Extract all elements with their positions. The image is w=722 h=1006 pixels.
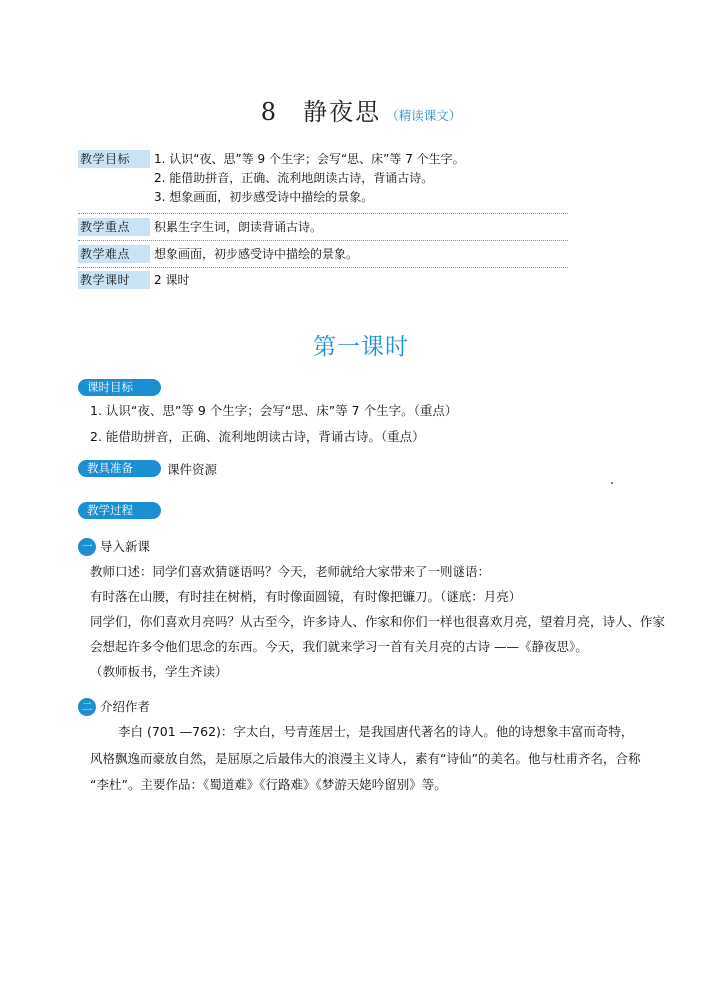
info-hours-text: 2 课时 xyxy=(154,273,190,287)
decorative-dot xyxy=(611,482,613,484)
info-label-goals: 教学目标 xyxy=(78,150,150,168)
info-label-hours: 教学课时 xyxy=(78,271,150,289)
session-goals-pill: 课时目标 xyxy=(78,379,161,396)
divider xyxy=(78,213,568,214)
section-number-badge: 二 xyxy=(78,698,96,716)
paragraph-line: 李白 (701 —762)：字太白，号青莲居士，是我国唐代著名的诗人。他的诗想象丰富而奇特， xyxy=(118,724,634,739)
section-title: 导入新课 xyxy=(100,539,151,554)
info-label-key-points: 教学重点 xyxy=(78,218,150,236)
session-goal-line: 1. 认识“夜、思”等 9 个生字；会写“思、床”等 7 个生字。（重点） xyxy=(90,403,458,418)
prep-text: 课件资源 xyxy=(167,462,218,477)
section-number-badge: 一 xyxy=(78,538,96,556)
info-goal-line: 1. 认识“夜、思”等 9 个生字；会写“思、床”等 7 个生字。 xyxy=(154,152,465,166)
paragraph-line: 有时落在山腰，有时挂在树梢，有时像面圆镜，有时像把镰刀。（谜底：月亮） xyxy=(90,589,522,604)
session-goal-line: 2. 能借助拼音，正确、流利地朗读古诗，背诵古诗。（重点） xyxy=(90,429,425,444)
section-title: 介绍作者 xyxy=(100,699,151,714)
process-pill: 教学过程 xyxy=(78,502,161,519)
paragraph-line: （教师板书，学生齐读） xyxy=(90,664,228,679)
paragraph-line: 会想起许多令他们思念的东西。今天，我们就来学习一首有关月亮的古诗 ——《静夜思》。 xyxy=(90,639,588,654)
info-difficulties xyxy=(78,245,568,265)
info-goals-lines xyxy=(154,150,465,207)
info-hours xyxy=(78,271,568,291)
info-key-points-text: 积累生字生词，朗读背诵古诗。 xyxy=(154,220,323,234)
paragraph-line: 同学们，你们喜欢月亮吗？从古至今，许多诗人、作家和你们一样也很喜欢月亮，望着月亮，诗人、作家 xyxy=(90,614,666,629)
info-key-points xyxy=(78,218,568,238)
lesson-number: 8 xyxy=(260,98,277,126)
paragraph-line: 教师口述：同学们喜欢猜谜语吗？今天，老师就给大家带来了一则谜语： xyxy=(90,564,491,579)
divider xyxy=(78,267,568,268)
info-label-difficulties: 教学难点 xyxy=(78,245,150,263)
lesson-type: （精读课文） xyxy=(386,108,462,123)
prep-pill: 教具准备 xyxy=(78,460,161,477)
info-difficulties-text: 想象画面，初步感受诗中描绘的景象。 xyxy=(154,247,359,261)
divider xyxy=(78,240,568,241)
paragraph-line: “李杜”。主要作品：《蜀道难》《行路难》《梦游天姥吟留别》等。 xyxy=(90,777,447,792)
paragraph-line: 风格飘逸而豪放自然，是屈原之后最伟大的浪漫主义诗人，素有“诗仙”的美名。他与杜甫齐名，合称 xyxy=(90,751,641,766)
lesson-name: 静夜思 xyxy=(303,98,382,126)
lesson-title xyxy=(0,92,722,127)
info-goals xyxy=(78,150,568,210)
session-title: 第一课时 xyxy=(313,334,409,360)
info-goal-line: 2. 能借助拼音，正确、流利地朗读古诗，背诵古诗。 xyxy=(154,171,434,185)
info-goal-line: 3. 想象画面，初步感受诗中描绘的景象。 xyxy=(154,190,374,204)
